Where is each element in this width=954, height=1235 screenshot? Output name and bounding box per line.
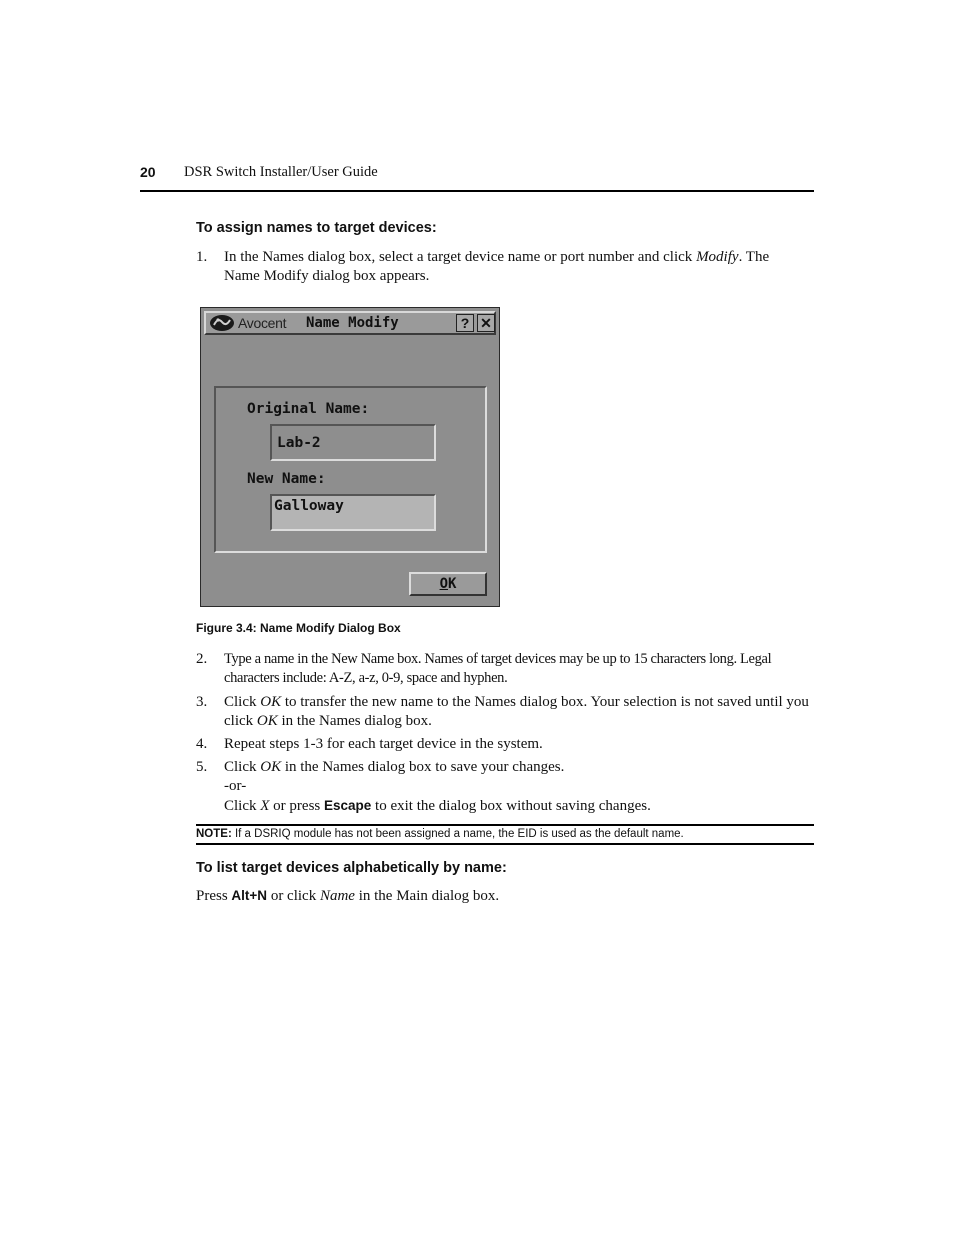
step-3 xyxy=(196,693,816,733)
step-text-part: Click xyxy=(224,694,261,710)
figure-caption: Figure 3.4: Name Modify Dialog Box xyxy=(196,621,401,635)
step-text-part: Click xyxy=(224,759,261,775)
alt-n-key: Alt+N xyxy=(231,888,268,903)
new-name-label: New Name: xyxy=(247,471,326,487)
step-text: Repeat steps 1-3 for each target device in the system. xyxy=(224,736,543,752)
step-text-part: to transfer the new name to the Names dialog box. Your selection is not saved until you click xyxy=(224,694,809,729)
section-heading-list-alphabetically: To list target devices alphabetically by name: xyxy=(196,860,507,876)
document-title: DSR Switch Installer/User Guide xyxy=(184,164,378,180)
dialog-title: Name Modify xyxy=(306,315,399,331)
note-text: If a DSRIQ module has not been assigned a name, the EID is used as the default name. xyxy=(231,828,684,840)
step-text: Type a name in the New Name box. Names of target devices may be up to 15 characters long. Legal characters include: A-Z, a-z, 0-9, space and hyphen. xyxy=(224,651,772,686)
step-text-part: or press xyxy=(269,798,324,814)
new-name-input[interactable]: Galloway xyxy=(270,494,436,531)
section-heading-assign-names: To assign names to target devices: xyxy=(196,220,437,236)
or-separator: -or- xyxy=(224,778,247,794)
page-number: 20 xyxy=(140,164,156,180)
step-text xyxy=(224,758,814,816)
ok-term: OK xyxy=(260,759,282,775)
step-number: 3. xyxy=(196,694,208,710)
name-term: Name xyxy=(319,888,355,904)
ok-term: OK xyxy=(260,694,282,710)
original-name-label: Original Name: xyxy=(247,401,370,417)
note-label: NOTE: xyxy=(196,828,232,840)
step-text-part: . The Name Modify dialog box appears. xyxy=(224,249,770,284)
ok-label-rest: K xyxy=(448,576,457,592)
step-text-part: to exit the dialog box without saving changes. xyxy=(371,798,651,814)
step-text-part: in the Names dialog box to save your changes. xyxy=(281,759,565,775)
step-1 xyxy=(196,248,796,288)
instruction-part: or click xyxy=(267,888,320,904)
ok-mnemonic: O xyxy=(439,576,448,592)
brand-name: Avocent xyxy=(238,315,287,331)
note-box xyxy=(196,824,814,845)
step-text xyxy=(224,693,814,731)
help-button[interactable] xyxy=(456,314,474,332)
avocent-logo-icon xyxy=(209,314,235,332)
name-modify-dialog xyxy=(200,307,500,607)
ok-term: OK xyxy=(256,713,278,729)
step-number: 5. xyxy=(196,759,208,775)
step-text-part: In the Names dialog box, select a target device name or port number and click xyxy=(224,249,697,265)
dialog-title-bar xyxy=(204,311,496,335)
step-5 xyxy=(196,758,816,816)
step-number: 1. xyxy=(196,249,208,265)
press-instruction xyxy=(196,888,499,905)
step-4 xyxy=(196,735,816,755)
step-text-part: Click xyxy=(224,798,261,814)
header-rule xyxy=(140,190,814,192)
step-number: 2. xyxy=(196,651,208,667)
ok-button[interactable] xyxy=(409,572,487,596)
modify-term: Modify xyxy=(696,249,739,265)
help-icon: ? xyxy=(460,315,470,331)
escape-key: Escape xyxy=(324,798,372,813)
instruction-part: Press xyxy=(196,888,232,904)
x-term: X xyxy=(260,798,270,814)
step-text-part: in the Names dialog box. xyxy=(277,713,432,729)
step-2 xyxy=(196,650,816,690)
instruction-part: in the Main dialog box. xyxy=(354,888,500,904)
close-button[interactable] xyxy=(477,314,495,332)
step-number: 4. xyxy=(196,736,208,752)
original-name-field: Lab-2 xyxy=(270,424,436,461)
step-text xyxy=(224,248,804,286)
close-icon: ✕ xyxy=(480,315,492,331)
